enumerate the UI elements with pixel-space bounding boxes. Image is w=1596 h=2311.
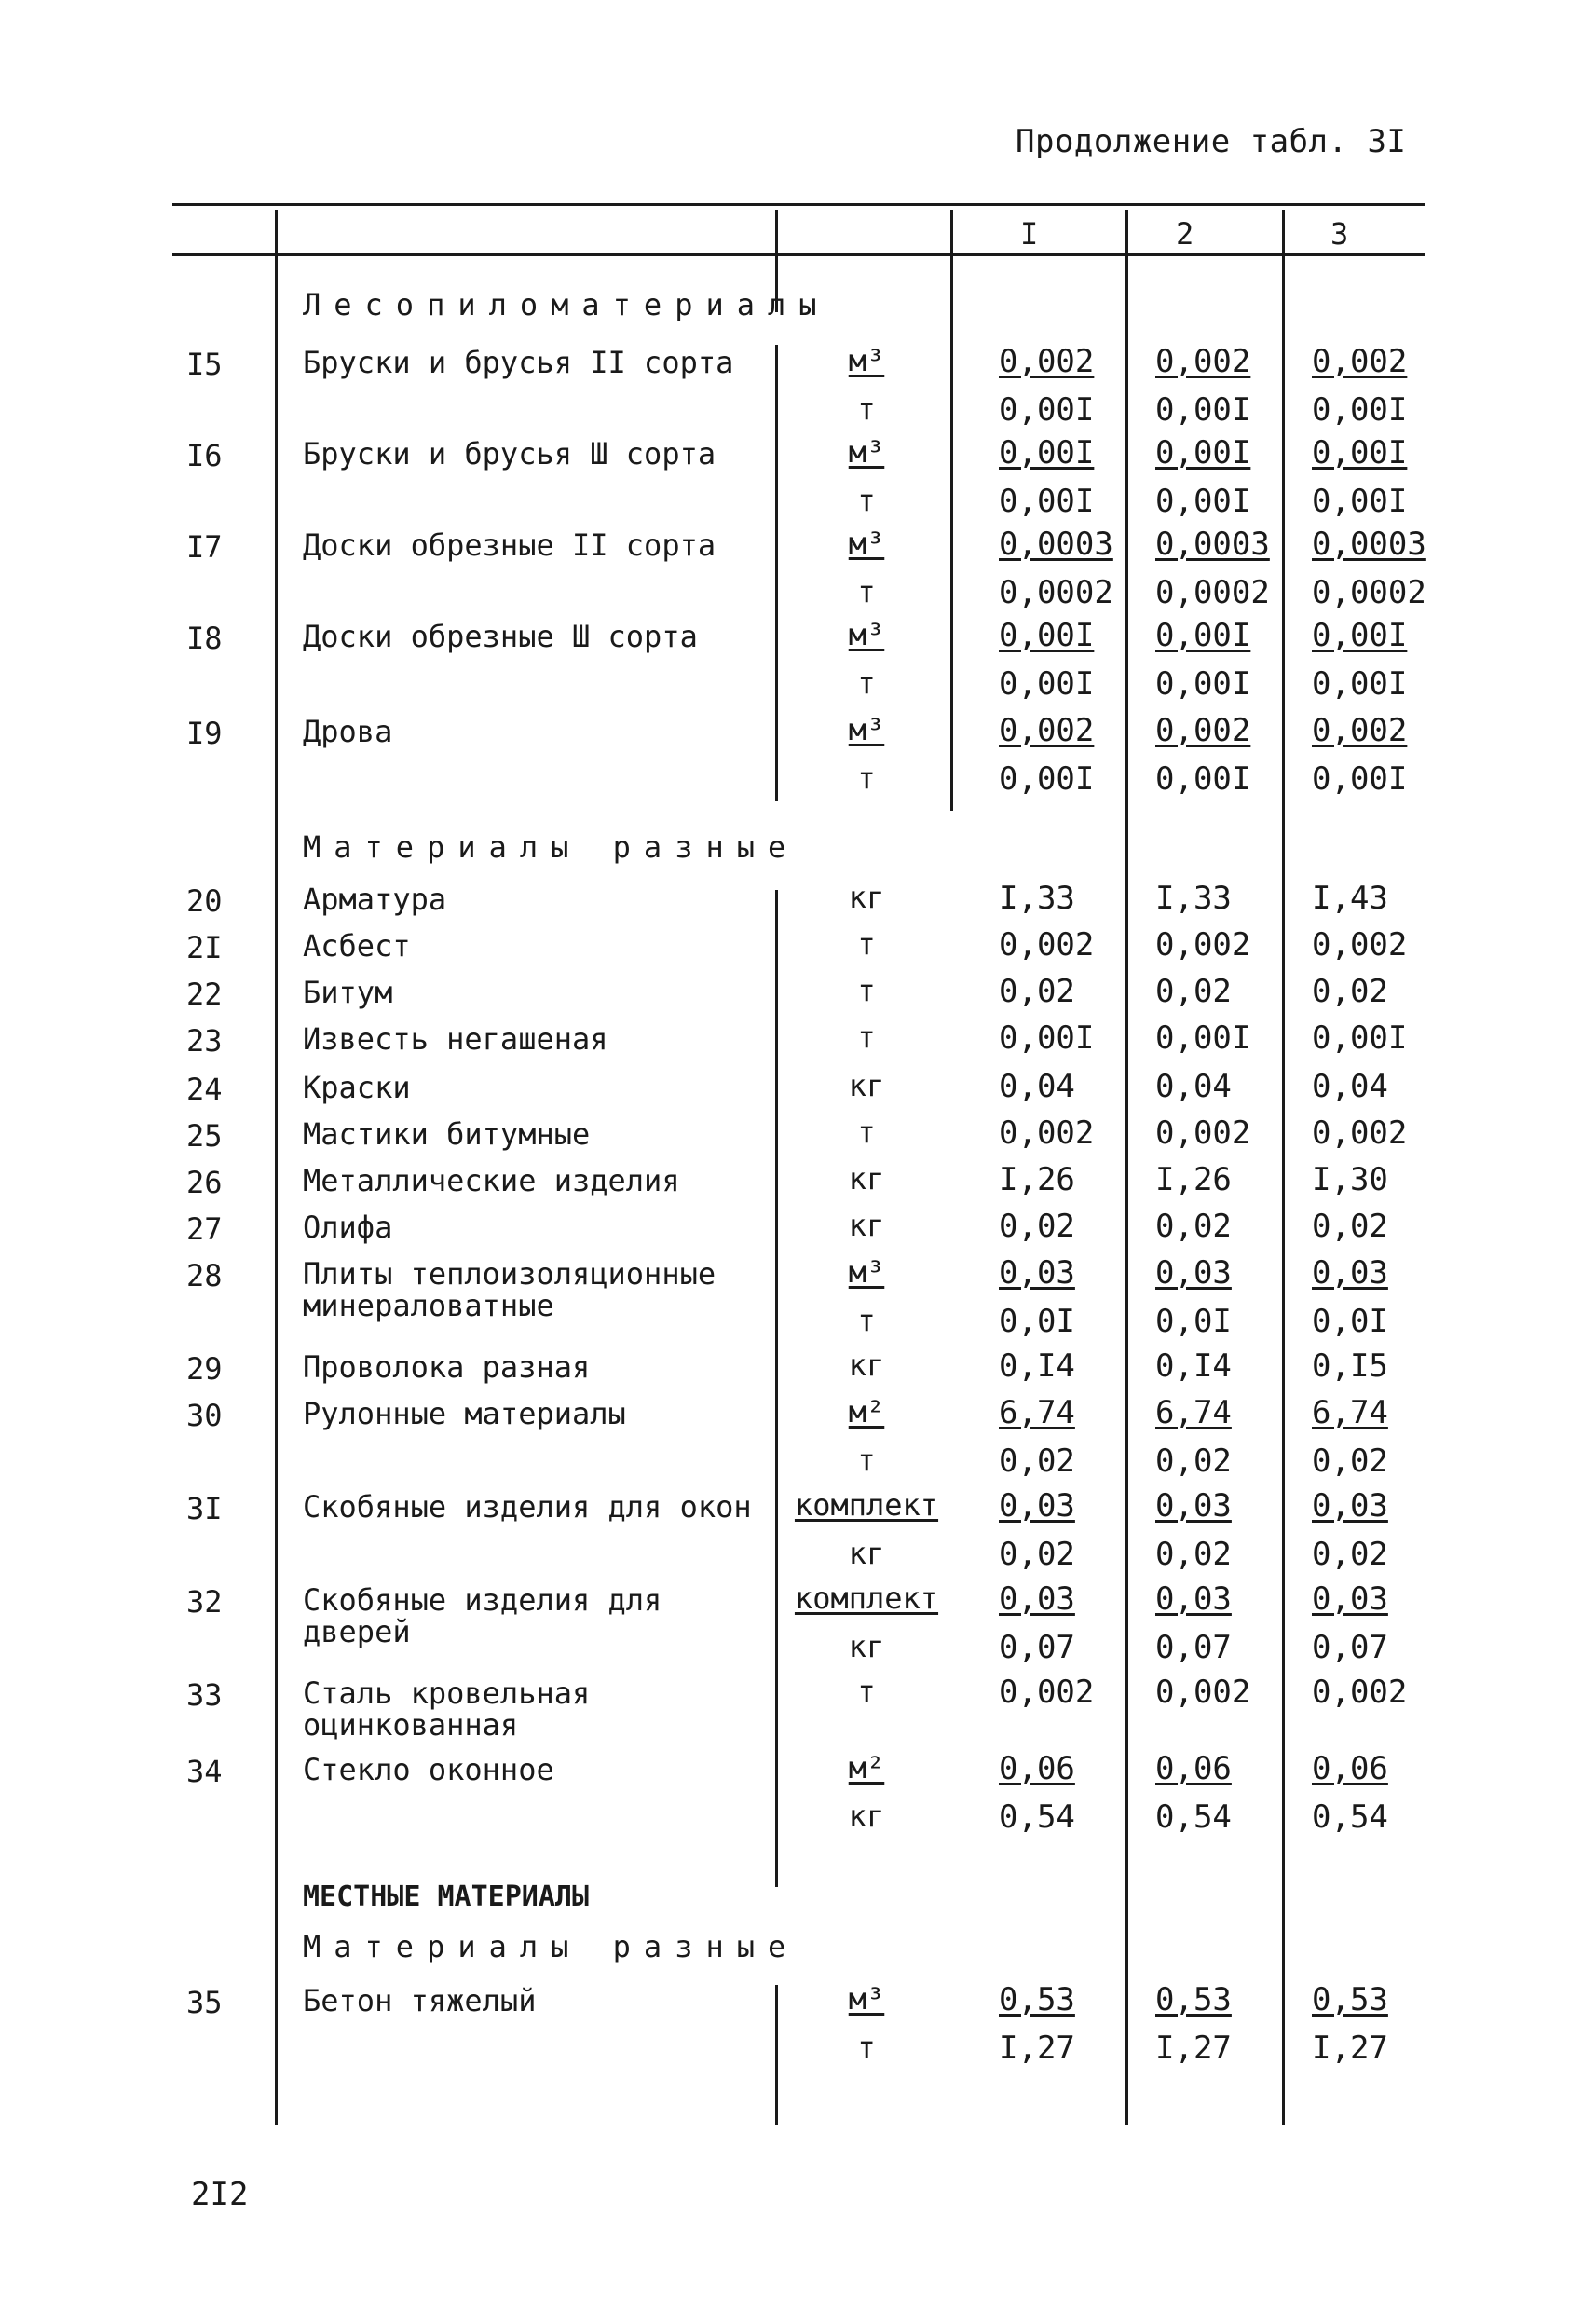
value-secondary-col-3: 0,00I (1312, 665, 1408, 703)
value-col-1: 0,53 (999, 1981, 1075, 2018)
row-number: 34 (186, 1754, 223, 1789)
value-secondary-col-1: 0,0002 (999, 574, 1113, 611)
value-secondary-col-1: 0,02 (999, 1536, 1075, 1573)
row-number: 29 (186, 1351, 223, 1387)
value-col-2: 0,002 (1155, 712, 1251, 749)
unit-secondary: кг (848, 1536, 885, 1571)
value-col-2: 0,I4 (1155, 1347, 1232, 1385)
name-unit-divider-c (775, 1985, 778, 2125)
material-name: Проволока разная (303, 1349, 591, 1385)
unit-primary: м³ (848, 712, 885, 747)
value-col-3: 0,002 (1312, 712, 1408, 749)
value-col-1: 0,00I (999, 617, 1095, 654)
column-header-1: I (1020, 216, 1039, 252)
material-name: Мастики битумные (303, 1116, 591, 1152)
value-secondary-col-2: 0,00I (1155, 391, 1251, 429)
value-col-3: 0,03 (1312, 1580, 1388, 1618)
row-number: 24 (186, 1072, 223, 1107)
column-divider-unit (950, 210, 953, 321)
value-col-2: 0,00I (1155, 617, 1251, 654)
value-col-3: 0,002 (1312, 1114, 1408, 1152)
row-number: 2I (186, 930, 223, 965)
material-name: Асбест (303, 928, 411, 964)
row-number: I8 (186, 621, 223, 656)
value-col-3: 0,I5 (1312, 1347, 1388, 1385)
value-secondary-col-3: 0,07 (1312, 1629, 1388, 1666)
value-col-2: 0,03 (1155, 1487, 1232, 1525)
unit-primary: комплект (794, 1580, 939, 1616)
row-number: 26 (186, 1165, 223, 1200)
unit-primary: комплект (794, 1487, 939, 1523)
value-col-1: 0,I4 (999, 1347, 1075, 1385)
value-secondary-col-2: 0,0I (1155, 1303, 1232, 1340)
column-header-3: 3 (1330, 216, 1349, 252)
unit-secondary: т (857, 391, 876, 427)
value-secondary-col-3: 0,02 (1312, 1443, 1388, 1480)
value-col-3: I,30 (1312, 1161, 1388, 1198)
row-number: 25 (186, 1118, 223, 1154)
value-col-1: 0,02 (999, 973, 1075, 1010)
material-name: Скобяные изделия для окон (303, 1489, 752, 1525)
material-name: Рулонные материалы (303, 1396, 626, 1431)
material-name: Краски (303, 1070, 411, 1105)
material-name: Плиты теплоизоляционные минераловатные (303, 1256, 716, 1323)
column-divider-num (275, 210, 278, 2125)
material-name: Доски обрезные II сорта (303, 527, 716, 563)
value-col-2: 0,002 (1155, 1114, 1251, 1152)
unit-primary: кг (848, 1208, 885, 1243)
section-heading-lumber: Лесопиломатериалы (303, 287, 830, 322)
unit-primary: м³ (848, 434, 885, 470)
unit-secondary: т (857, 483, 876, 518)
unit-secondary: т (857, 665, 876, 701)
value-secondary-col-1: 0,0I (999, 1303, 1075, 1340)
value-secondary-col-2: 0,0002 (1155, 574, 1270, 611)
value-secondary-col-1: 0,07 (999, 1629, 1075, 1666)
material-name: Олифа (303, 1210, 393, 1245)
unit-primary: м² (848, 1394, 885, 1429)
row-number: 22 (186, 977, 223, 1012)
value-col-2: 0,002 (1155, 1674, 1251, 1711)
value-col-3: 0,03 (1312, 1254, 1388, 1292)
unit-primary: м³ (848, 1254, 885, 1290)
unit-secondary: кг (848, 1798, 885, 1834)
value-col-1: 0,04 (999, 1068, 1075, 1105)
value-col-1: 0,02 (999, 1208, 1075, 1245)
value-col-1: 0,002 (999, 1114, 1095, 1152)
row-number: 27 (186, 1211, 223, 1247)
unit-primary: т (857, 1674, 876, 1709)
material-name: Арматура (303, 882, 447, 917)
value-secondary-col-1: 0,00I (999, 760, 1095, 798)
value-col-1: 0,00I (999, 434, 1095, 472)
value-col-3: 0,02 (1312, 973, 1388, 1010)
unit-primary: кг (848, 880, 885, 915)
value-col-3: 0,53 (1312, 1981, 1388, 2018)
value-col-3: 0,03 (1312, 1487, 1388, 1525)
unit-primary: м³ (848, 1981, 885, 2017)
unit-primary: т (857, 926, 876, 962)
unit-primary: т (857, 973, 876, 1008)
value-col-2: 0,00I (1155, 434, 1251, 472)
unit-primary: кг (848, 1347, 885, 1383)
row-number: 30 (186, 1398, 223, 1433)
value-col-1: 0,06 (999, 1750, 1075, 1787)
value-col-3: 0,0003 (1312, 526, 1426, 563)
material-name: Дрова (303, 714, 393, 749)
column-divider-1 (1125, 210, 1128, 2125)
name-unit-divider-a (775, 345, 778, 801)
value-col-2: 0,02 (1155, 973, 1232, 1010)
value-secondary-col-1: 0,00I (999, 665, 1095, 703)
section-heading-local-materials: МЕСТНЫЕ МАТЕРИАЛЫ (303, 1880, 590, 1913)
value-col-1: 0,03 (999, 1580, 1075, 1618)
value-col-2: 6,74 (1155, 1394, 1232, 1431)
value-secondary-col-3: 0,02 (1312, 1536, 1388, 1573)
unit-primary: кг (848, 1068, 885, 1103)
value-secondary-col-1: 0,54 (999, 1798, 1075, 1836)
value-col-3: 0,002 (1312, 926, 1408, 964)
row-number: I5 (186, 347, 223, 382)
value-secondary-col-1: I,27 (999, 2030, 1075, 2067)
value-secondary-col-2: I,27 (1155, 2030, 1232, 2067)
value-col-3: 0,00I (1312, 617, 1408, 654)
value-secondary-col-2: 0,07 (1155, 1629, 1232, 1666)
unit-primary: м³ (848, 617, 885, 652)
value-col-1: I,26 (999, 1161, 1075, 1198)
unit-primary: м³ (848, 526, 885, 561)
value-col-2: 0,002 (1155, 343, 1251, 380)
row-number: 3I (186, 1491, 223, 1526)
unit-secondary: кг (848, 1629, 885, 1664)
row-number: 35 (186, 1985, 223, 2020)
material-name: Металлические изделия (303, 1163, 680, 1198)
value-col-2: 0,53 (1155, 1981, 1232, 2018)
value-col-2: 0,04 (1155, 1068, 1232, 1105)
value-secondary-col-2: 0,02 (1155, 1536, 1232, 1573)
value-col-1: 0,002 (999, 343, 1095, 380)
value-col-1: 0,0003 (999, 526, 1113, 563)
table-header-rule (172, 253, 1425, 256)
unit-col-divider-a (950, 308, 953, 811)
unit-secondary: т (857, 760, 876, 796)
value-col-3: 0,002 (1312, 1674, 1408, 1711)
value-col-2: 0,02 (1155, 1208, 1232, 1245)
material-name: Бруски и брусья II сорта (303, 345, 734, 380)
material-name: Бруски и брусья Ш сорта (303, 436, 716, 472)
value-col-3: 0,04 (1312, 1068, 1388, 1105)
row-number: I7 (186, 529, 223, 565)
table-top-rule (172, 203, 1425, 206)
row-number: I9 (186, 716, 223, 751)
material-name: Известь негашеная (303, 1021, 608, 1057)
value-col-3: 0,02 (1312, 1208, 1388, 1245)
value-col-1: 0,03 (999, 1254, 1075, 1292)
name-unit-divider-b (775, 890, 778, 1887)
value-secondary-col-3: 0,00I (1312, 483, 1408, 520)
material-name: Скобяные изделия для дверей (303, 1582, 662, 1649)
value-secondary-col-3: 0,00I (1312, 760, 1408, 798)
value-secondary-col-3: 0,54 (1312, 1798, 1388, 1836)
value-col-2: 0,06 (1155, 1750, 1232, 1787)
value-secondary-col-2: 0,00I (1155, 760, 1251, 798)
value-col-2: 0,0003 (1155, 526, 1270, 563)
unit-secondary: т (857, 1443, 876, 1478)
value-col-3: 0,00I (1312, 1019, 1408, 1057)
unit-primary: т (857, 1114, 876, 1150)
value-secondary-col-1: 0,02 (999, 1443, 1075, 1480)
value-col-3: I,43 (1312, 880, 1388, 917)
value-col-2: 0,002 (1155, 926, 1251, 964)
section-heading-misc: Материалы разные (303, 829, 799, 865)
value-col-1: 0,002 (999, 926, 1095, 964)
value-col-1: 0,002 (999, 712, 1095, 749)
unit-primary: т (857, 1019, 876, 1055)
material-name: Доски обрезные Ш сорта (303, 619, 698, 654)
row-number: 33 (186, 1677, 223, 1713)
page-number: 2I2 (191, 2176, 249, 2213)
value-col-2: I,33 (1155, 880, 1232, 917)
material-name: Бетон тяжелый (303, 1983, 537, 2018)
value-col-1: 0,03 (999, 1487, 1075, 1525)
value-secondary-col-1: 0,00I (999, 391, 1095, 429)
unit-primary: м³ (848, 343, 885, 378)
value-secondary-col-3: 0,0002 (1312, 574, 1426, 611)
row-number: 28 (186, 1258, 223, 1293)
value-col-3: 6,74 (1312, 1394, 1388, 1431)
value-secondary-col-3: 0,0I (1312, 1303, 1388, 1340)
value-secondary-col-3: I,27 (1312, 2030, 1388, 2067)
value-col-2: 0,03 (1155, 1580, 1232, 1618)
material-name: Сталь кровельная оцинкованная (303, 1675, 591, 1743)
value-col-1: 0,00I (999, 1019, 1095, 1057)
value-col-3: 0,06 (1312, 1750, 1388, 1787)
material-name: Стекло оконное (303, 1752, 554, 1787)
unit-secondary: т (857, 1303, 876, 1338)
unit-secondary: т (857, 574, 876, 609)
row-number: I6 (186, 438, 223, 473)
table-continuation-note: Продолжение табл. 3I (1016, 123, 1407, 160)
value-secondary-col-3: 0,00I (1312, 391, 1408, 429)
row-number: 20 (186, 883, 223, 919)
value-secondary-col-1: 0,00I (999, 483, 1095, 520)
value-col-1: 6,74 (999, 1394, 1075, 1431)
value-col-2: 0,03 (1155, 1254, 1232, 1292)
section-heading-misc-local: Материалы разные (303, 1929, 799, 1964)
material-name: Битум (303, 975, 393, 1010)
unit-secondary: т (857, 2030, 876, 2065)
value-col-1: I,33 (999, 880, 1075, 917)
value-secondary-col-2: 0,00I (1155, 665, 1251, 703)
value-col-1: 0,002 (999, 1674, 1095, 1711)
column-header-2: 2 (1176, 216, 1194, 252)
unit-primary: м² (848, 1750, 885, 1785)
value-col-2: 0,00I (1155, 1019, 1251, 1057)
value-secondary-col-2: 0,02 (1155, 1443, 1232, 1480)
unit-primary: кг (848, 1161, 885, 1197)
row-number: 32 (186, 1584, 223, 1620)
value-secondary-col-2: 0,00I (1155, 483, 1251, 520)
value-secondary-col-2: 0,54 (1155, 1798, 1232, 1836)
row-number: 23 (186, 1023, 223, 1059)
value-col-2: I,26 (1155, 1161, 1232, 1198)
value-col-3: 0,00I (1312, 434, 1408, 472)
column-divider-2 (1282, 210, 1285, 2125)
value-col-3: 0,002 (1312, 343, 1408, 380)
